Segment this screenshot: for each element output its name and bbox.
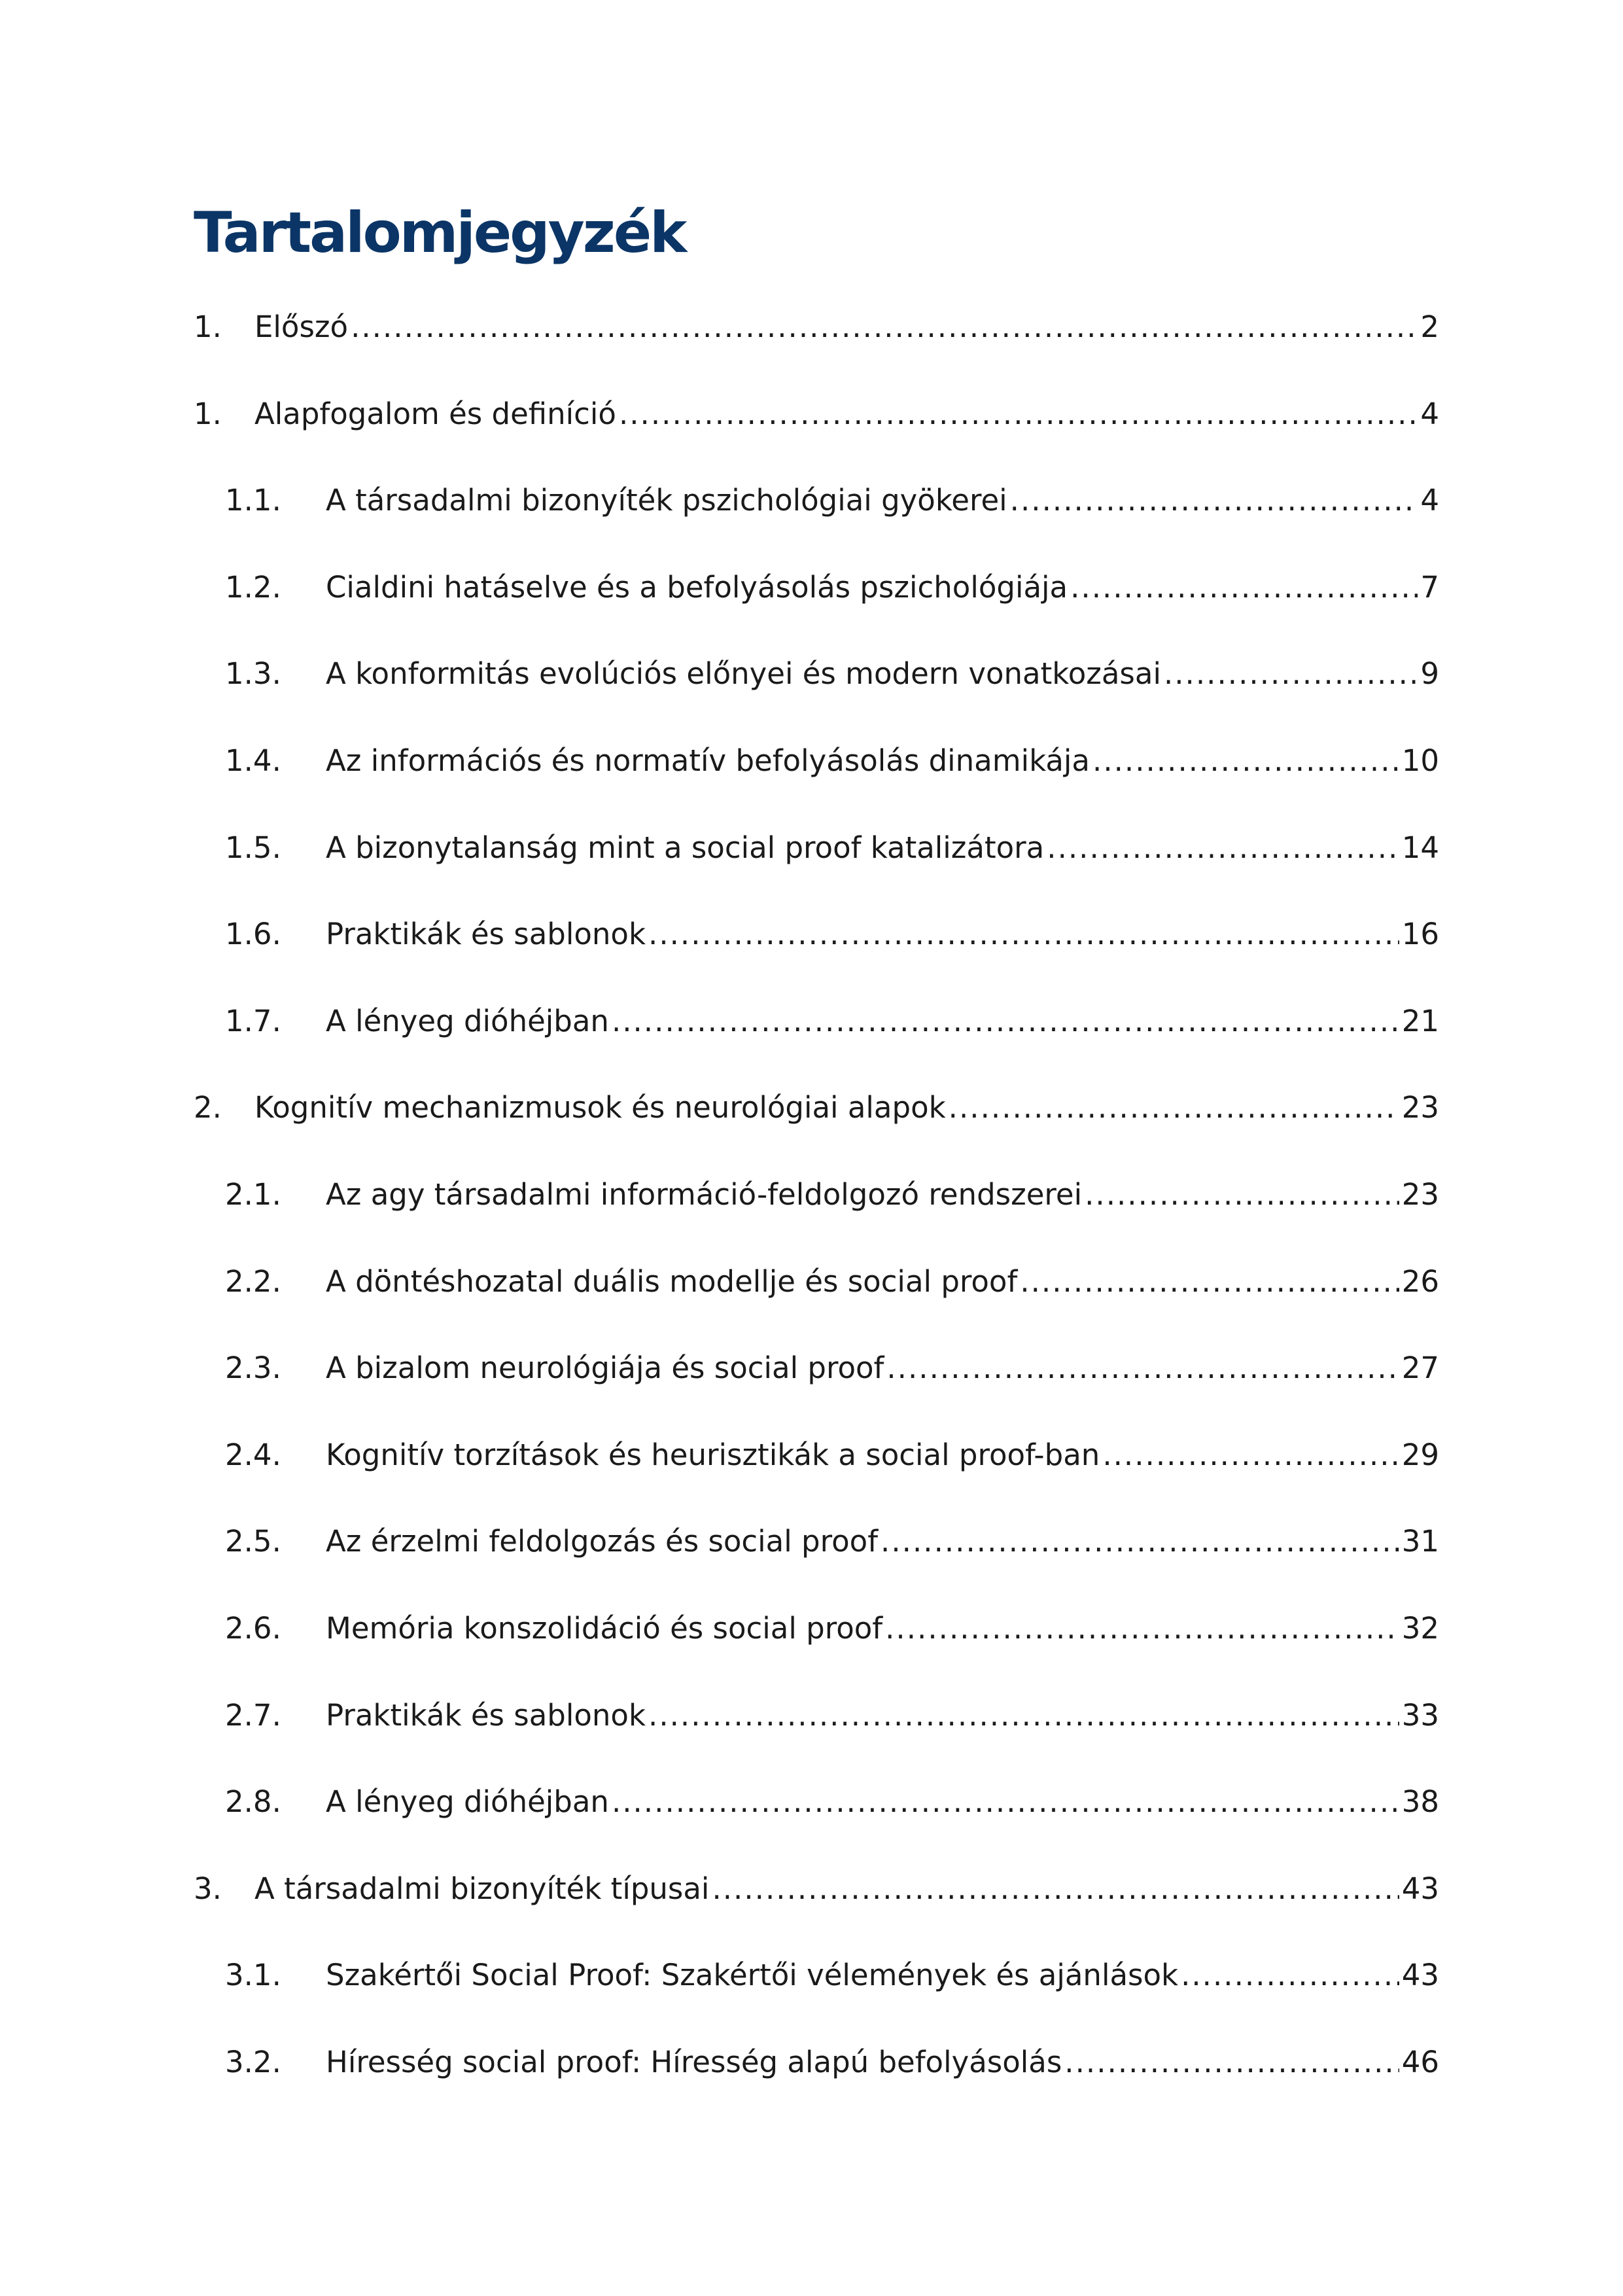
toc-entry[interactable]: [194, 561, 1439, 648]
toc-entry-number: 2.: [194, 1090, 222, 1125]
toc-entry[interactable]: [194, 2036, 1439, 2123]
dot-leader: [1070, 561, 1418, 614]
toc-entry-title[interactable]: Az agy társadalmi információ-feldolgozó rendszerei: [326, 1176, 1083, 1212]
toc-entry-page: 14: [1401, 830, 1439, 865]
toc-entry-page: 16: [1401, 917, 1439, 952]
toc-entry-page: 26: [1401, 1263, 1439, 1299]
toc-entry-page: 32: [1401, 1610, 1439, 1646]
toc-entry[interactable]: [194, 1082, 1439, 1169]
dot-leader: [881, 1515, 1399, 1568]
toc-entry-title[interactable]: Híresség social proof: Híresség alapú befolyásolás: [326, 2044, 1062, 2079]
dot-leader: [1085, 1169, 1399, 1221]
toc-entry-page: 10: [1401, 743, 1439, 778]
dot-leader: [648, 1689, 1399, 1742]
dot-leader: [1164, 648, 1418, 700]
toc-entry-title[interactable]: A bizalom neurológiája és social proof: [326, 1351, 884, 1386]
toc-entry[interactable]: [194, 1342, 1439, 1429]
toc-entry-page: 23: [1401, 1090, 1439, 1125]
dot-leader: [1020, 1256, 1399, 1308]
toc-list: [194, 301, 1439, 2123]
dot-leader: [1181, 1949, 1399, 2002]
dot-leader: [1102, 1429, 1399, 1481]
dot-leader: [619, 388, 1418, 440]
toc-entry-number: 2.6.: [225, 1610, 281, 1646]
toc-entry-number: 3.: [194, 1871, 222, 1906]
toc-entry-title[interactable]: Cialdini hatáselve és a befolyásolás pszichológiája: [326, 569, 1068, 605]
toc-entry-title[interactable]: A lényeg dióhéjban: [326, 1003, 609, 1038]
toc-entry-number: 1.5.: [225, 830, 281, 865]
dot-leader: [351, 301, 1418, 353]
toc-entry-title[interactable]: Szakértői Social Proof: Szakértői vélemények és ajánlások: [326, 1958, 1179, 1993]
dot-leader: [1047, 822, 1399, 874]
toc-entry-number: 2.1.: [225, 1176, 281, 1212]
toc-entry-number: 1.1.: [225, 483, 281, 518]
dot-leader: [712, 1863, 1399, 1915]
toc-entry-page: 29: [1401, 1437, 1439, 1472]
toc-entry[interactable]: [194, 388, 1439, 475]
page-title: Tartalomjegyzék: [194, 200, 686, 266]
toc-entry-number: 2.7.: [225, 1697, 281, 1733]
dot-leader: [1064, 2036, 1399, 2089]
dot-leader: [1092, 735, 1399, 787]
toc-entry-page: 46: [1401, 2044, 1439, 2079]
dot-leader: [648, 908, 1399, 961]
toc-entry-number: 1.: [194, 396, 222, 431]
toc-entry[interactable]: [194, 1256, 1439, 1343]
toc-entry[interactable]: [194, 995, 1439, 1082]
toc-entry-title[interactable]: Memória konszolidáció és social proof: [326, 1610, 883, 1646]
dot-leader: [949, 1082, 1399, 1134]
toc-entry-title[interactable]: Kognitív torzítások és heurisztikák a social proof-ban: [326, 1437, 1100, 1472]
toc-entry-page: 2: [1420, 309, 1439, 344]
toc-entry-page: 27: [1401, 1351, 1439, 1386]
toc-entry-title[interactable]: A lényeg dióhéjban: [326, 1784, 609, 1820]
toc-entry-page: 23: [1401, 1176, 1439, 1212]
toc-entry-number: 3.2.: [225, 2044, 281, 2079]
toc-entry[interactable]: [194, 474, 1439, 561]
toc-entry-title[interactable]: Kognitív mechanizmusok és neurológiai alapok: [254, 1090, 946, 1125]
toc-entry-page: 9: [1420, 656, 1439, 692]
toc-entry[interactable]: [194, 1169, 1439, 1256]
toc-entry-number: 1.3.: [225, 656, 281, 692]
toc-entry-title[interactable]: Praktikák és sablonok: [326, 1697, 646, 1733]
toc-entry[interactable]: [194, 1602, 1439, 1689]
toc-entry-title[interactable]: Praktikák és sablonok: [326, 917, 646, 952]
toc-entry-number: 2.3.: [225, 1351, 281, 1386]
dot-leader: [1010, 474, 1418, 527]
toc-entry-number: 1.6.: [225, 917, 281, 952]
toc-entry-title[interactable]: A társadalmi bizonyíték típusai: [254, 1871, 710, 1906]
toc-entry-title[interactable]: A döntéshozatal duális modellje és social proof: [326, 1263, 1018, 1299]
toc-entry-title[interactable]: Előszó: [254, 309, 349, 344]
toc-entry[interactable]: [194, 1429, 1439, 1516]
toc-entry-page: 31: [1401, 1524, 1439, 1559]
toc-entry[interactable]: [194, 1863, 1439, 1950]
toc-entry[interactable]: [194, 1515, 1439, 1602]
toc-entry-page: 7: [1420, 569, 1439, 605]
toc-entry[interactable]: [194, 1776, 1439, 1863]
toc-entry[interactable]: [194, 301, 1439, 388]
toc-entry[interactable]: [194, 735, 1439, 822]
dot-leader: [886, 1342, 1399, 1394]
toc-entry-page: 43: [1401, 1871, 1439, 1906]
toc-entry-title[interactable]: Az érzelmi feldolgozás és social proof: [326, 1524, 879, 1559]
toc-entry-number: 1.: [194, 309, 222, 344]
toc-entry-page: 38: [1401, 1784, 1439, 1820]
dot-leader: [612, 995, 1399, 1048]
toc-entry-title[interactable]: Alapfogalom és definíció: [254, 396, 616, 431]
toc-entry[interactable]: [194, 908, 1439, 995]
toc-entry-number: 1.4.: [225, 743, 281, 778]
toc-entry-title[interactable]: A konformitás evolúciós előnyei és modern vonatkozásai: [326, 656, 1161, 692]
toc-entry-number: 1.7.: [225, 1003, 281, 1038]
toc-entry-number: 2.5.: [225, 1524, 281, 1559]
toc-entry-number: 3.1.: [225, 1958, 281, 1993]
toc-entry-title[interactable]: Az információs és normatív befolyásolás dinamikája: [326, 743, 1091, 778]
toc-entry[interactable]: [194, 648, 1439, 735]
toc-entry-number: 2.8.: [225, 1784, 281, 1820]
toc-entry-page: 21: [1401, 1003, 1439, 1038]
dot-leader: [885, 1602, 1399, 1655]
toc-entry-page: 4: [1420, 483, 1439, 518]
toc-entry[interactable]: [194, 1689, 1439, 1776]
toc-entry-title[interactable]: A társadalmi bizonyíték pszichológiai gyökerei: [326, 483, 1007, 518]
toc-entry-title[interactable]: A bizonytalanság mint a social proof katalizátora: [326, 830, 1045, 865]
dot-leader: [612, 1776, 1399, 1828]
toc-entry-page: 4: [1420, 396, 1439, 431]
toc-entry-page: 43: [1401, 1958, 1439, 1993]
toc-entry[interactable]: [194, 822, 1439, 909]
toc-entry-page: 33: [1401, 1697, 1439, 1733]
toc-entry-number: 2.2.: [225, 1263, 281, 1299]
toc-entry-number: 1.2.: [225, 569, 281, 605]
toc-entry[interactable]: [194, 1949, 1439, 2036]
toc-entry-number: 2.4.: [225, 1437, 281, 1472]
